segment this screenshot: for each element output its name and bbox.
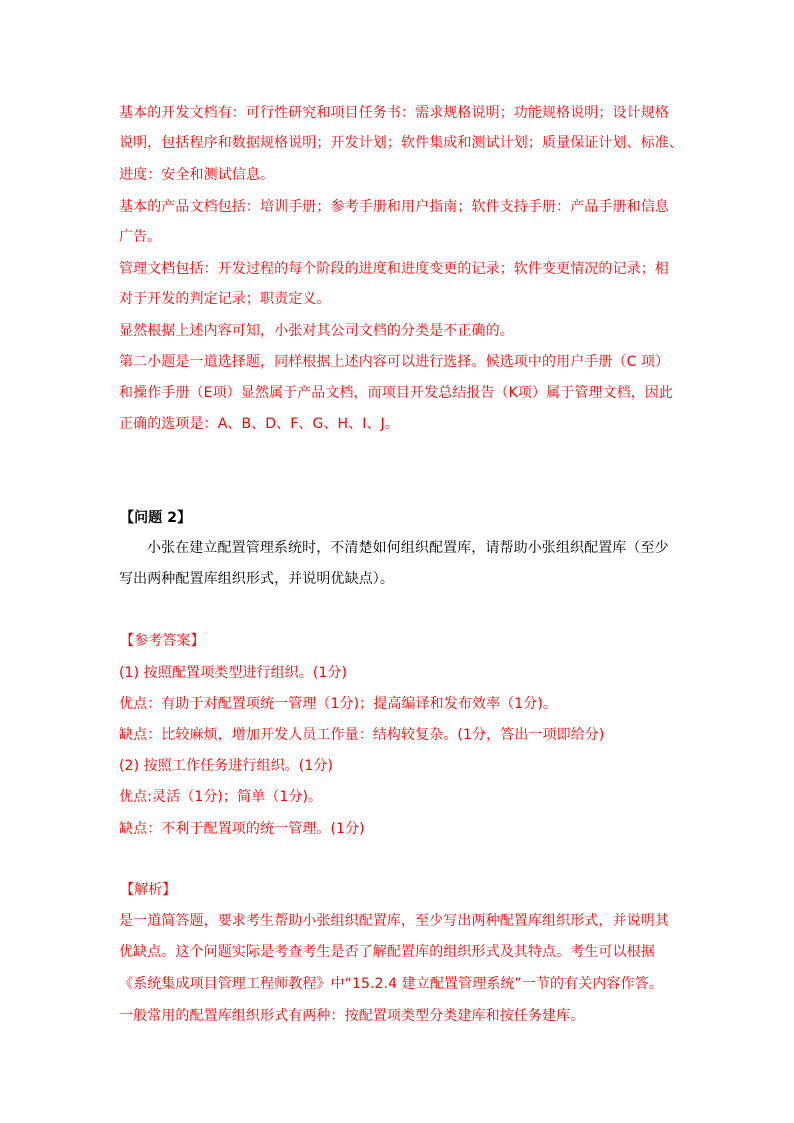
paragraph-line: 第二小题是一道选择题，同样根据上述内容可以进行选择。候选项中的用户手册（C 项） — [119, 354, 670, 370]
answer-line: 缺点：不利于配置项的统一管理。(1分) — [119, 821, 365, 837]
question-line: 写出两种配置库组织形式，并说明优缺点）。 — [119, 571, 394, 587]
paragraph-line: 说明，包括程序和数据规格说明；开发计划；软件集成和测试计划；质量保证计划、标准、 — [119, 135, 683, 151]
paragraph-line: 正确的选项是：A、B、D、F、G、H、I、J。 — [119, 416, 399, 432]
paragraph-line: 管理文档包括：开发过程的每个阶段的进度和进度变更的记录；软件变更情况的记录；相 — [119, 261, 669, 277]
analysis-line: 一般常用的配置库组织形式有两种：按配置项类型分类建库和按任务建库。 — [119, 1008, 585, 1024]
answer-line: (2) 按照工作任务进行组织。(1分) — [119, 758, 334, 774]
question-heading: 【问题 2】 — [120, 510, 192, 526]
paragraph-line: 对于开发的判定记录；职责定义。 — [119, 291, 331, 307]
paragraph-line: 基本的产品文档包括：培训手册；参考手册和用户指南；软件支持手册：产品手册和信息 — [119, 199, 669, 215]
answer-line: 缺点：比较麻烦，增加开发人员工作量：结构较复杂。(1分，答出一项即给分) — [119, 727, 605, 743]
paragraph-line: 基本的开发文档有：可行性研究和项目任务书：需求规格说明；功能规格说明；设计规格 — [119, 105, 669, 121]
question-line: 小张在建立配置管理系统时，不清楚如何组织配置库，请帮助小张组织配置库（至少 — [147, 540, 669, 556]
paragraph-line: 进度：安全和测试信息。 — [119, 167, 275, 183]
paragraph-line: 显然根据上述内容可知，小张对其公司文档的分类是不正确的。 — [119, 323, 514, 339]
answer-line: 优点:灵活（1分)；简单（1分)。 — [119, 789, 323, 805]
analysis-line: 《系统集成项目管理工程师教程》中“15.2.4 建立配置管理系统”一节的有关内容作答。 — [119, 976, 663, 992]
analysis-heading: 【解析】 — [120, 882, 177, 898]
analysis-line: 优缺点。这个问题实际是考查考生是否了解配置库的组织形式及其特点。考生可以根据 — [119, 944, 655, 960]
answer-line: 优点：有助于对配置项统一管理（1分)；提高编译和发布效率（1分)。 — [119, 696, 558, 712]
answer-heading: 【参考答案】 — [120, 633, 205, 649]
analysis-line: 是一道简答题，要求考生帮助小张组织配置库，至少写出两种配置库组织形式，并说明其 — [119, 913, 669, 929]
answer-line: (1) 按照配置项类型进行组织。(1分) — [119, 665, 348, 681]
paragraph-line: 和操作手册（E项）显然属于产品文档，而项目开发总结报告（K项）属于管理文档，因此 — [119, 385, 674, 401]
paragraph-line: 广告。 — [119, 229, 162, 245]
